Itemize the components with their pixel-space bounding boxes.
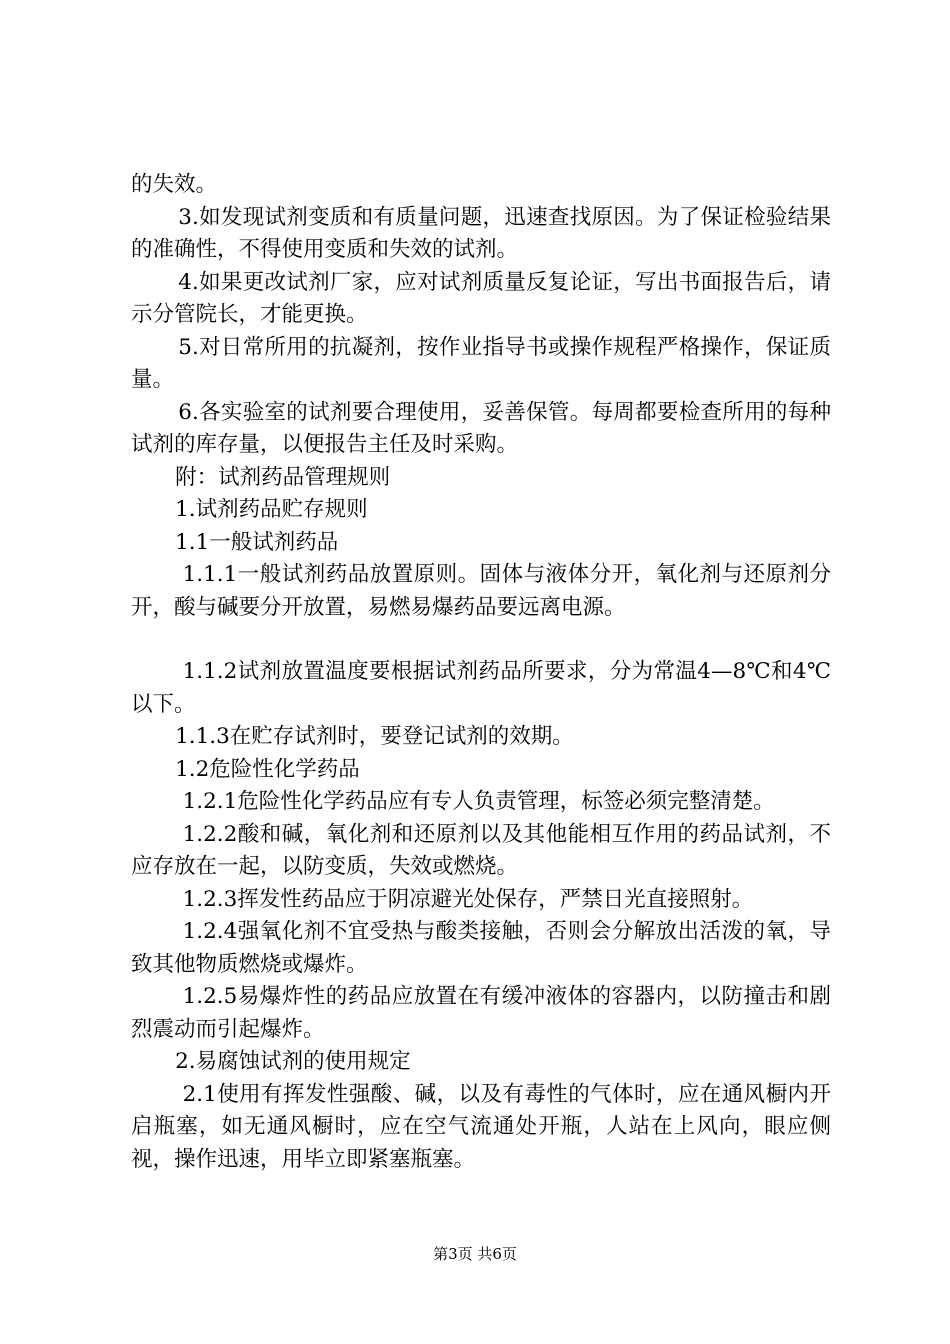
page-number-footer: 第3页 共6页: [433, 1245, 517, 1263]
paragraph-1-2-5: 1.2.5易爆炸性的药品应放置在有缓冲液体的容器内，以防撞击和剧烈震动而引起爆炸。: [131, 984, 831, 1042]
paragraph-1-2-2: 1.2.2酸和碱，氧化剂和还原剂以及其他能相互作用的药品试剂，不应存放在一起，以防变质，失效或燃烧。: [131, 821, 831, 879]
section-heading-1-1: 1.1一般试剂药品: [175, 529, 339, 555]
section-heading-1: 1.试剂药品贮存规则: [175, 497, 368, 522]
document-body: [131, 169, 831, 1176]
paragraph-item-4: 4.如果更改试剂厂家，应对试剂质量反复论证，写出书面报告后，请示分管院长，才能更换。: [131, 269, 831, 327]
appendix-heading: 附：试剂药品管理规则: [175, 464, 391, 490]
paragraph-continuation: 的失效。: [131, 172, 218, 197]
paragraph-item-6: 6.各实验室的试剂要合理使用，妥善保管。每周都要检查所用的每种试剂的库存量，以便报告主任及时采购。: [131, 399, 831, 457]
paragraph-1-1-2: 1.1.2试剂放置温度要根据试剂药品所要求，分为常温4—8℃和4℃以下。: [131, 659, 831, 717]
paragraph-1-2-4: 1.2.4强氧化剂不宜受热与酸类接触，否则会分解放出活泼的氧，导致其他物质燃烧或爆炸。: [131, 919, 831, 977]
paragraph-1-1-3: 1.1.3在贮存试剂时，要登记试剂的效期。: [175, 724, 574, 749]
section-heading-1-2: 1.2危险性化学药品: [175, 756, 360, 782]
paragraph-item-5: 5.对日常所用的抗凝剂，按作业指导书或操作规程严格操作，保证质量。: [131, 334, 831, 392]
paragraph-1-1-1: 1.1.1一般试剂药品放置原则。固体与液体分开，氧化剂与还原剂分开，酸与碱要分开放置，易燃易爆药品要远离电源。: [131, 562, 831, 620]
paragraph-item-3: 3.如发现试剂变质和有质量问题，迅速查找原因。为了保证检验结果的准确性，不得使用变质和失效的试剂。: [131, 204, 831, 262]
paragraph-1-2-3: 1.2.3挥发性药品应于阴凉避光处保存，严禁日光直接照射。: [182, 886, 754, 912]
paragraph-2-1: 2.1使用有挥发性强酸、碱，以及有毒性的气体时，应在通风橱内开启瓶塞，如无通风橱时，应在空气流通处开瓶，人站在上风向，眼应侧视，操作迅速，用毕立即紧塞瓶塞。: [131, 1081, 831, 1172]
section-heading-2: 2.易腐蚀试剂的使用规定: [175, 1049, 411, 1074]
paragraph-1-2-1: 1.2.1危险性化学药品应有专人负责管理，标签必须完整清楚。: [182, 789, 775, 814]
